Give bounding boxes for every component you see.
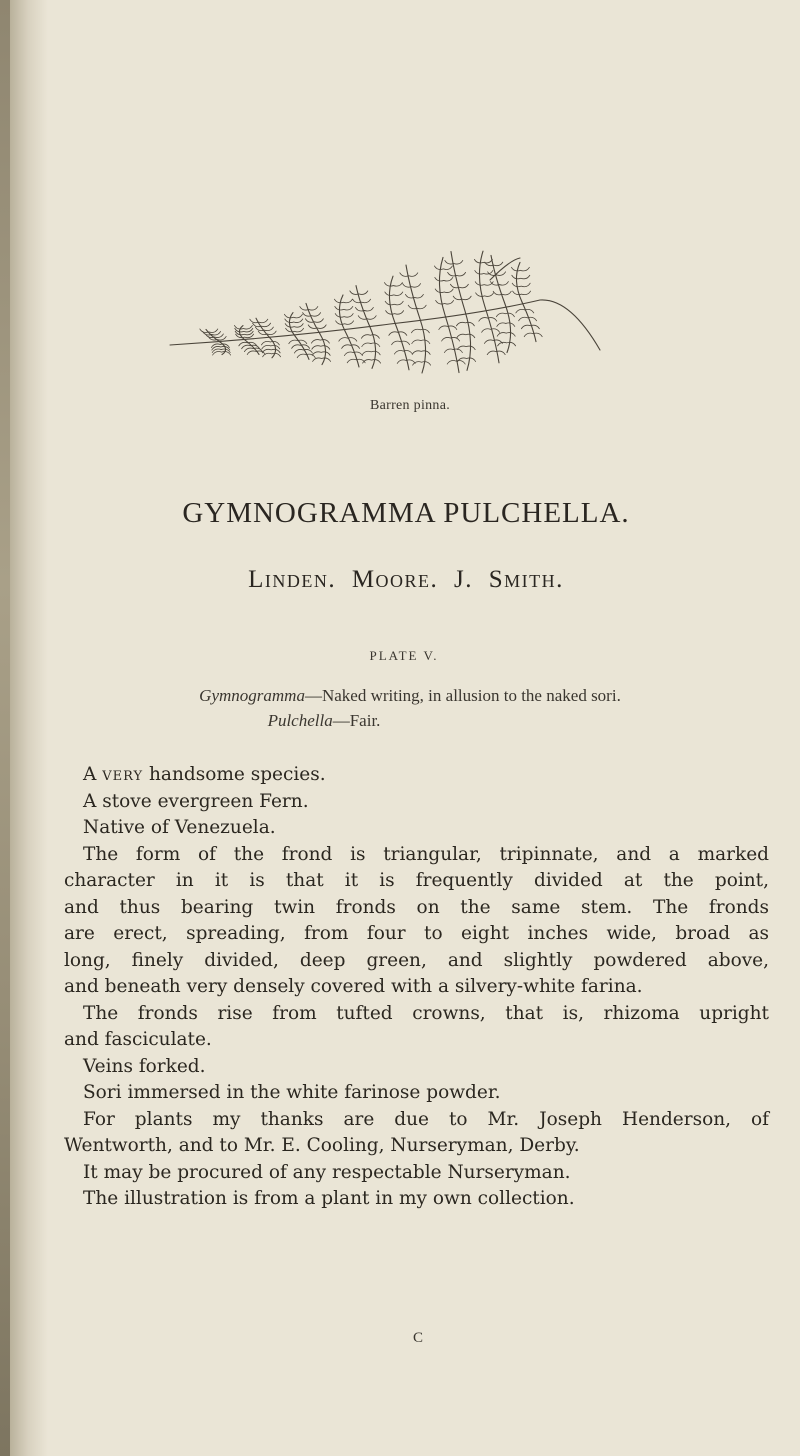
paragraph-sori: Sori immersed in the white farinose powder.: [83, 1082, 501, 1103]
genus-term: Gymnogramma: [199, 686, 305, 705]
genus-etymology: [0, 686, 800, 706]
illustration-caption: Barren pinna.: [369, 398, 451, 413]
first-word-cap: A: [83, 764, 97, 785]
species-term: Pulchella: [267, 711, 333, 730]
paragraph-illustration: The illustration is from a plant in my own collection.: [83, 1188, 575, 1209]
paragraph-intro: [64, 762, 769, 789]
paragraph-frond-line-6: and beneath very densely covered with a silvery-white farina.: [64, 976, 643, 997]
species-etymology: [0, 711, 734, 731]
first-word-smallcaps: very: [102, 764, 144, 785]
paragraph-habit: A stove evergreen Fern.: [83, 790, 309, 812]
paragraph-procured: It may be procured of any respectable Nurseryman.: [83, 1161, 571, 1183]
signature-mark: C: [412, 1330, 423, 1346]
paragraph-crowns-line-2: and fasciculate.: [64, 1029, 212, 1050]
paragraph-frond-line-1: The form of the frond is triangular, tripinnate, and a marked: [83, 843, 769, 865]
genus-meaning: —Naked writing, in allusion to the naked sori.: [304, 686, 621, 705]
paragraph-thanks-line-1: For plants my thanks are due to Mr. Joseph Henderson, of: [83, 1108, 769, 1130]
paragraph-intro-rest: handsome species.: [143, 764, 326, 785]
barren-pinna-illustration: [160, 250, 640, 400]
paragraph-frond-line-4: are erect, spreading, from four to eight inches wide, broad as: [64, 923, 769, 944]
description-body: [64, 762, 769, 1213]
paragraph-frond-line-5: long, finely divided, deep green, and slightly powdered above,: [64, 949, 769, 971]
paragraph-crowns-line-1: The fronds rise from tufted crowns, that is, rhizoma upright: [83, 1002, 769, 1024]
author-line: Linden. Moore. J. Smith.: [248, 566, 564, 593]
paragraph-frond-line-2: character in it is that it is frequently divided at the point,: [64, 870, 769, 891]
paragraph-veins: Veins forked.: [83, 1055, 206, 1077]
plate-number: PLATE V.: [369, 648, 439, 663]
paragraph-native: Native of Venezuela.: [83, 817, 276, 838]
paragraph-frond-line-3: and thus bearing twin fronds on the same stem. The fronds: [64, 896, 769, 918]
species-meaning: —Fair.: [332, 711, 381, 730]
paragraph-thanks-line-2: Wentworth, and to Mr. E. Cooling, Nurseryman, Derby.: [64, 1135, 580, 1156]
species-title: GYMNOGRAMMA PULCHELLA.: [182, 497, 630, 529]
